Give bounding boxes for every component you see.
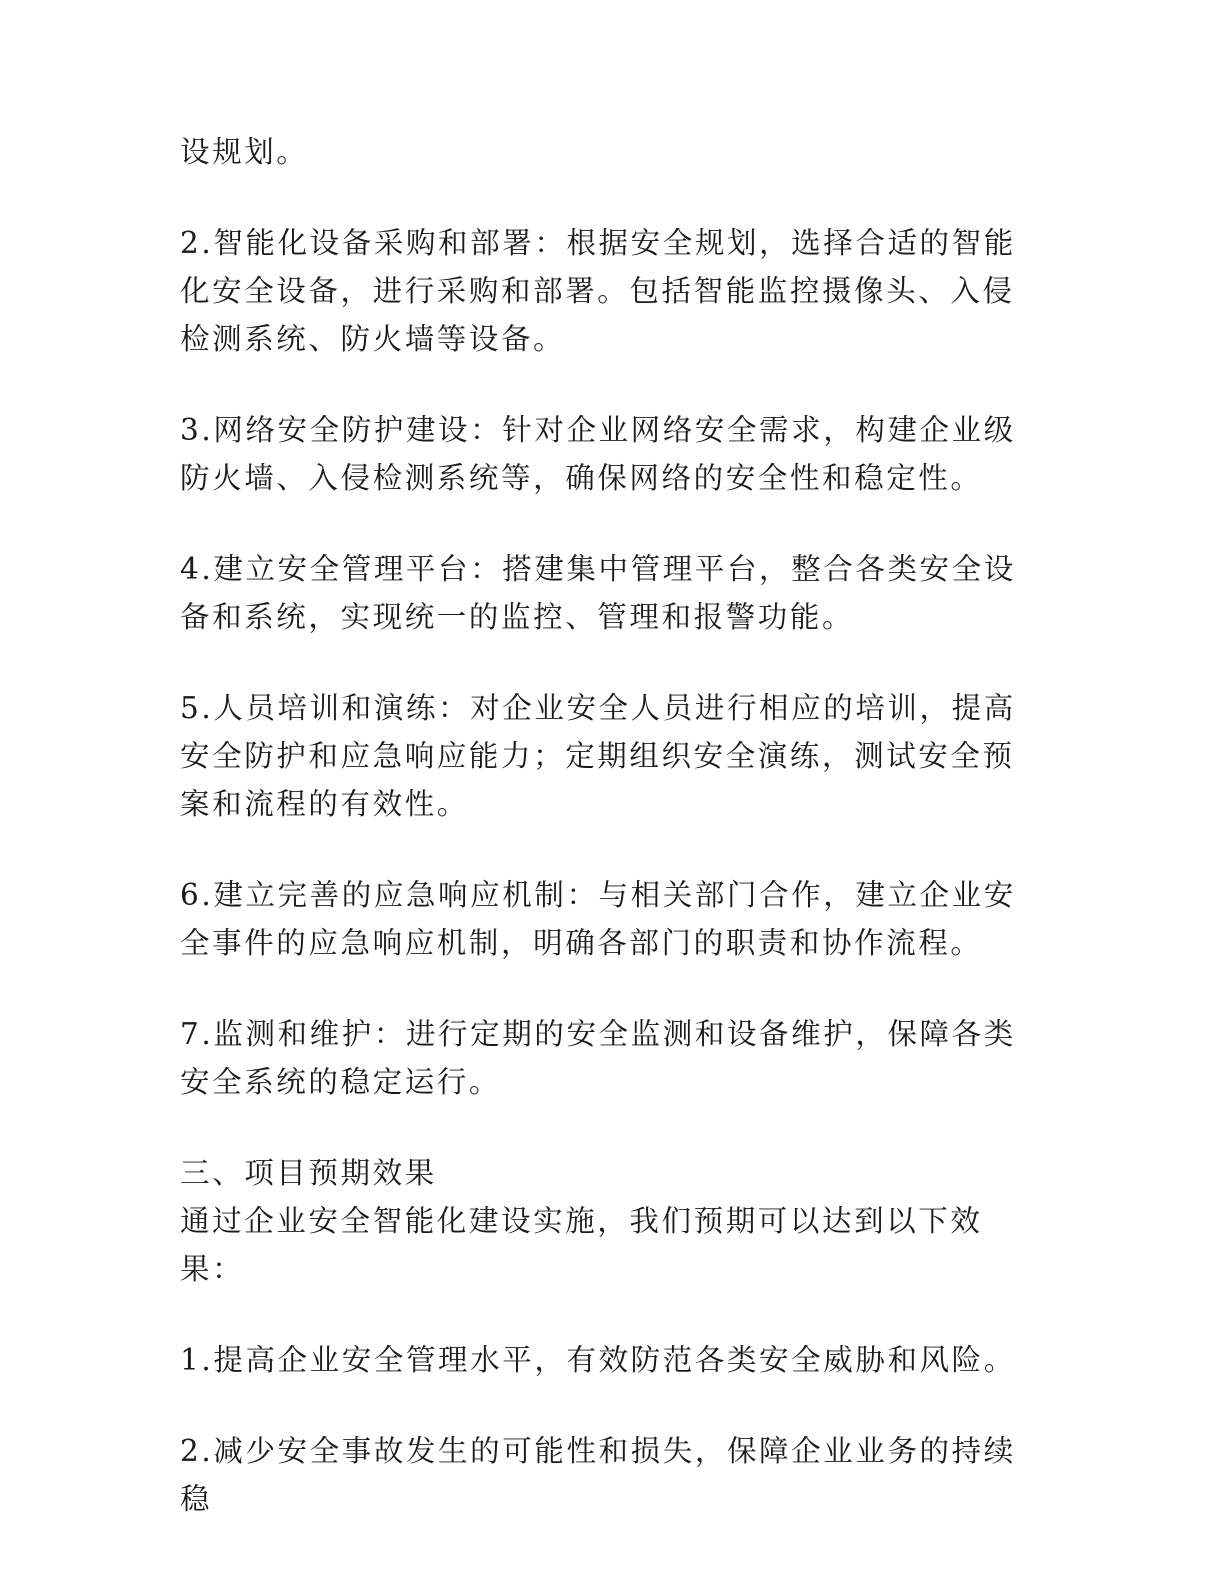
paragraph-item-6: 6.建立完善的应急响应机制：与相关部门合作，建立企业安全事件的应急响应机制，明确各部门的职责和协作流程。: [180, 878, 1016, 960]
section-intro: 通过企业安全智能化建设实施，我们预期可以达到以下效果：: [180, 1204, 983, 1286]
paragraph-item-7: 7.监测和维护：进行定期的安全监测和设备维护，保障各类安全系统的稳定运行。: [180, 1017, 1016, 1099]
paragraph-continuation: 设规划。: [180, 135, 309, 169]
paragraph-item-5: 5.人员培训和演练：对企业安全人员进行相应的培训，提高安全防护和应急响应能力；定期组织安全演练，测试安全预案和流程的有效性。: [180, 691, 1016, 821]
section-heading: 三、项目预期效果: [180, 1156, 437, 1190]
paragraph-item-2: 2.智能化设备采购和部署：根据安全规划，选择合适的智能化安全设备，进行采购和部署。包括智能监控摄像头、入侵检测系统、防火墙等设备。: [180, 226, 1016, 356]
paragraph-item-4: 4.建立安全管理平台：搭建集中管理平台，整合各类安全设备和系统，实现统一的监控、管理和报警功能。: [180, 552, 1016, 634]
paragraph-item-3: 3.网络安全防护建设：针对企业网络安全需求，构建企业级防火墙、入侵检测系统等，确保网络的安全性和稳定性。: [180, 413, 1016, 495]
document-body: [180, 128, 1040, 1566]
effect-item-2: 2.减少安全事故发生的可能性和损失，保障企业业务的持续稳: [180, 1434, 1016, 1516]
effect-item-1: 1.提高企业安全管理水平，有效防范各类安全威胁和风险。: [180, 1343, 1016, 1377]
